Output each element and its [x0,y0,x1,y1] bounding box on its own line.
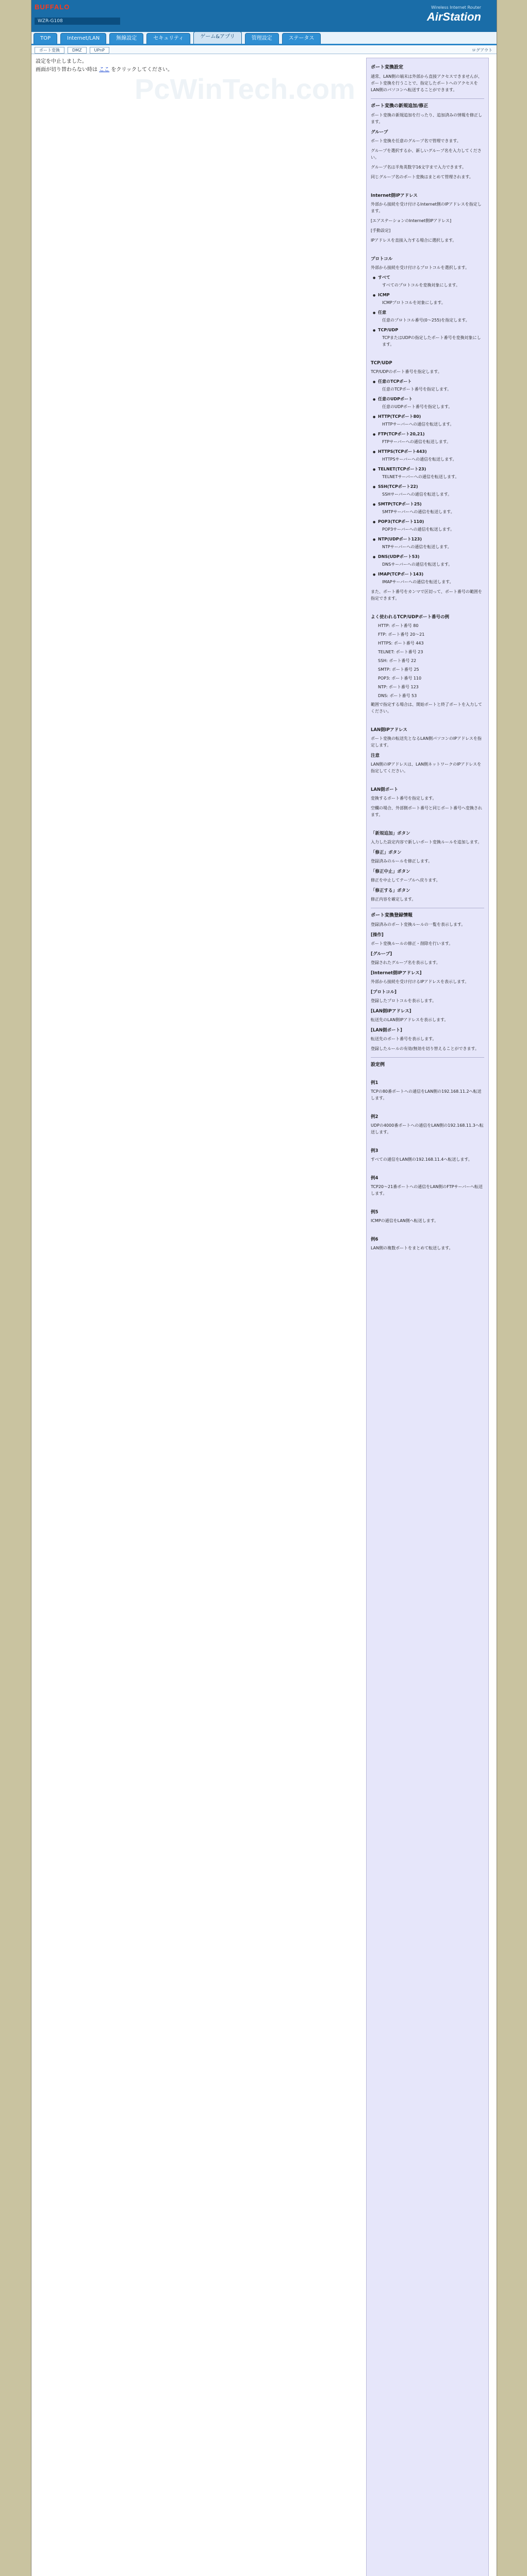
reg-item-desc: 外部から接続を受け付けるIPアドレスを表示します。 [371,979,469,984]
lanip-note-title: 注意 [371,753,380,758]
top-bar [31,0,497,32]
reg-item-name: [プロトコル] [371,990,397,995]
port-list-note: 範囲で指定する場合は、開始ポートと終了ポートを入力してください。 [371,702,482,714]
tab-admin[interactable]: 管理設定 [245,33,279,44]
edit-button-help-desc: 登録済みのルールを修正します。 [371,859,433,863]
tcp-name: TELNET(TCPポート23) [378,467,426,471]
port-list-item: SMTP: ポート番号 25 [378,667,419,672]
reg-note: 登録したルールの有効/無効を切り替えることができます。 [371,1046,479,1051]
reg-item-desc: 登録したプロトコルを表示します。 [371,998,437,1003]
watermark: PcWinTech.com [135,73,355,105]
port-list-item: TELNET: ポート番号 23 [378,650,423,654]
reg-item-name: [操作] [371,933,384,938]
model-name: WZR-G108 [35,18,120,25]
tcp-item [378,448,484,455]
ip-desc-4: IPアドレスを直接入力する場合に選択します。 [371,238,457,243]
here-link[interactable]: ここ [99,67,110,73]
tcp-item-desc: 任意のTCPポート番号を指定します。 [382,387,452,392]
tcp-item [378,466,484,472]
tcp-item [378,483,484,490]
ip-desc-3: [手動設定] [371,228,391,233]
reg-item-name: [LAN側ポート] [371,1028,402,1033]
tcp-item [378,378,484,385]
proto-desc-item: 任意のプロトコル番号(0～255)を指定します。 [382,318,470,323]
proto-name: TCP/UDP [378,328,399,332]
tcp-item-desc: POP3サーバーへの通信を転送します。 [382,527,454,532]
tab-security[interactable]: セキュリティ [146,33,190,44]
example-name: 例5 [371,1210,378,1215]
reg-desc: 登録済みのポート変換ルールの一覧を表示します。 [371,922,466,927]
reg-item-desc: 転送先のポート番号を表示します。 [371,1037,437,1041]
tcp-item-desc: TELNETサーバーへの通信を転送します。 [382,474,459,479]
tab-game-apps[interactable]: ゲーム&アプリ [193,31,241,44]
tcp-name: HTTP(TCPポート80) [378,414,421,419]
apply-button-help-title: 「修正する」ボタン [371,888,410,893]
tab-internet-lan[interactable]: Internet/LAN [60,33,106,44]
lanip-note: LAN側のIPアドレスは、LAN側ネットワークのIPアドレスを指定してください。 [371,762,482,773]
tcp-item [378,518,484,525]
edit-button-help-title: 「修正」ボタン [371,850,402,855]
tcp-item-desc: IMAPサーバーへの通信を転送します。 [382,580,454,584]
help-list-title: ポート変換の新規追加/修正 [371,104,429,109]
main-tabs [31,32,497,45]
examples-title: 設定例 [371,1062,385,1067]
tcp-item [378,571,484,578]
help-title: ポート変換設定 [371,65,404,70]
page-frame [31,0,497,2576]
proto-item [378,327,484,333]
tcp-name: 任意のUDPポート [378,397,413,401]
proto-desc-item: ICMPプロトコルを対象にします。 [382,300,446,305]
ip-desc-1: 外部から接続を受け付けるInternet側のIPアドレスを指定します。 [371,202,482,213]
proto-item [378,309,484,316]
help-panel [366,58,489,2576]
port-list-item: DNS: ポート番号 53 [378,693,417,698]
tcp-desc: TCP/UDPのポート番号を指定します。 [371,369,442,374]
example-desc: LAN側の複数ポートをまとめて転送します。 [371,1246,453,1250]
example-desc: TCPの80番ポートへの通信をLAN側の192.168.11.2へ転送します。 [371,1089,482,1100]
proto-desc: 外部から接続を受け付けるプロトコルを選択します。 [371,265,470,270]
lanport-desc-2: 空欄の場合、外部側ポート番号と同じポート番号へ変換されます。 [371,806,482,817]
tcp-name: POP3(TCPポート110) [378,519,424,524]
tcp-item-desc: SMTPサーバーへの通信を転送します。 [382,510,455,514]
brand-tagline: Wireless Internet Router [431,5,481,10]
proto-desc-item: TCPまたはUDPの指定したポート番号を変換対象にします。 [382,335,481,347]
tcp-item [378,413,484,420]
reg-item-desc: 転送先のLAN側IPアドレスを表示します。 [371,1018,449,1022]
proto-name: 任意 [378,310,386,315]
tcp-name: 任意のTCPポート [378,379,412,384]
proto-item [378,274,484,281]
tcp-name: SSH(TCPポート22) [378,484,418,489]
port-list-item: SSH: ポート番号 22 [378,658,417,663]
lanip-desc: ポート変換の転送先となるLAN側パソコンのIPアドレスを指定します。 [371,736,482,748]
ip-title: Internet側IPアドレス [371,193,418,198]
tab-top[interactable]: TOP [34,33,57,44]
proto-item [378,292,484,298]
lanport-desc: 変換するポート番号を指定します。 [371,796,437,801]
add-button-help-title: 「新規追加」ボタン [371,831,410,836]
reg-item-desc: ポート変換ルールの修正・削除を行います。 [371,941,453,946]
tab-wireless[interactable]: 無線設定 [109,33,143,44]
lanip-title: LAN側IPアドレス [371,727,407,733]
port-list-item: POP3: ポート番号 110 [378,676,422,681]
message-prefix: 画面が切り替わらない時は [36,67,97,73]
tcp-item-desc: HTTPサーバーへの通信を転送します。 [382,422,454,427]
tcp-item [378,536,484,543]
group-desc-1: ポート変換を任意のグループ名で管理できます。 [371,139,461,143]
add-button-help-desc: 入力した設定内容で新しいポート変換ルールを追加します。 [371,840,482,844]
divider [371,1057,484,1058]
example-name: 例1 [371,1080,378,1086]
tcp-name: HTTPS(TCPポート443) [378,449,427,454]
ip-desc-2: [エアステーションのInternet側IPアドレス] [371,218,452,223]
reg-item-name: [LAN側IPアドレス] [371,1009,411,1014]
reg-item-name: [Internet側IPアドレス] [371,971,422,976]
logout-link[interactable]: ログアウト [472,48,492,53]
buffalo-logo: BUFFALO [35,3,70,11]
tcp-item-desc: NTPサーバーへの通信を転送します。 [382,545,452,549]
tcp-item [378,431,484,437]
proto-name: すべて [378,275,390,280]
lanport-title: LAN側ポート [371,787,399,792]
tcp-name: SMTP(TCPポート25) [378,502,422,506]
tcp-item [378,396,484,402]
help-list-desc: ポート変換の新規追加を行ったり、追加済みの情報を修正します。 [371,113,482,124]
divider [371,98,484,99]
tcp-item-desc: 任意のUDPポート番号を指定します。 [382,404,453,409]
tcp-title: TCP/UDP [371,361,392,366]
group-desc-4: 同じグループ名のポート変換はまとめて管理されます。 [371,175,473,179]
tcp-item-desc: DNSサーバーへの通信を転送します。 [382,562,453,567]
status-message [36,58,335,74]
tcp-name: FTP(TCPポート20,21) [378,432,425,436]
cancel-button-help-desc: 修正を中止してテーブルへ戻ります。 [371,878,440,883]
tcp-item-desc: HTTPSサーバーへの通信を転送します。 [382,457,457,462]
help-intro: 通常、LAN側の端末は外部から直接アクセスできませんが、ポート変換を行うことで、指定したポートへのアクセスをLAN側のパソコンへ転送することができます。 [371,74,482,92]
message-suffix: をクリックしてください。 [111,67,173,73]
example-name: 例4 [371,1176,378,1181]
example-name: 例3 [371,1148,378,1154]
tcp-note: また、ポート番号をカンマで区切って、ポート番号の範囲を指定できます。 [371,589,482,601]
port-list-item: HTTPS: ポート番号 443 [378,641,424,646]
example-name: 例2 [371,1114,378,1120]
tcp-name: IMAP(TCPポート143) [378,572,424,577]
example-name: 例6 [371,1237,378,1242]
proto-name: ICMP [378,293,390,297]
proto-desc-item: すべてのプロトコルを変換対象にします。 [382,283,460,287]
airstation-brand: AirStation [426,10,481,23]
subtab-dmz[interactable]: DMZ [68,47,87,54]
message-line-2 [36,66,335,74]
tcp-item-desc: SSHサーバーへの通信を転送します。 [382,492,452,497]
tcp-item [378,501,484,507]
tcp-name: DNS(UDPポート53) [378,554,420,559]
example-desc: ICMPの通信をLAN側へ転送します。 [371,1218,439,1223]
subtab-upnp[interactable]: UPnP [90,47,109,54]
port-list-item: FTP: ポート番号 20～21 [378,632,425,637]
example-desc: UDPの4000番ポートへの通信をLAN側の192.168.11.3へ転送します。 [371,1123,484,1134]
cancel-button-help-title: 「修正中止」ボタン [371,869,410,874]
proto-title: プロトコル [371,257,393,262]
subtab-port-forward[interactable]: ポート変換 [35,47,64,54]
group-desc-3: グループ名は半角英数字16文字まで入力できます。 [371,165,466,170]
reg-item-desc: 登録されたグループ名を表示します。 [371,960,440,965]
tcp-item-desc: FTPサーバーへの通信を転送します。 [382,439,451,444]
reg-title: ポート変換登録情報 [371,913,413,918]
example-desc: すべての通信をLAN側の192.168.11.4へ転送します。 [371,1157,472,1162]
group-title: グループ [371,130,388,135]
tab-status[interactable]: ステータス [282,33,321,44]
reg-item-name: [グループ] [371,952,392,957]
port-list-title: よく使われるTCP/UDPポート番号の例 [371,615,450,620]
tcp-name: NTP(UDPポート123) [378,537,422,541]
port-list-item: NTP: ポート番号 123 [378,685,419,689]
tcp-item [378,553,484,560]
sub-tabs [31,47,497,54]
apply-button-help-desc: 修正内容を確定します。 [371,897,416,902]
message-line-1: 設定を中止しました。 [36,59,87,64]
group-desc-2: グループを選択するか、新しいグループ名を入力してください。 [371,148,482,160]
port-list-item: HTTP: ポート番号 80 [378,623,419,628]
example-desc: TCP20～21番ポートへの通信をLAN側のFTPサーバーへ転送します。 [371,1184,483,1196]
